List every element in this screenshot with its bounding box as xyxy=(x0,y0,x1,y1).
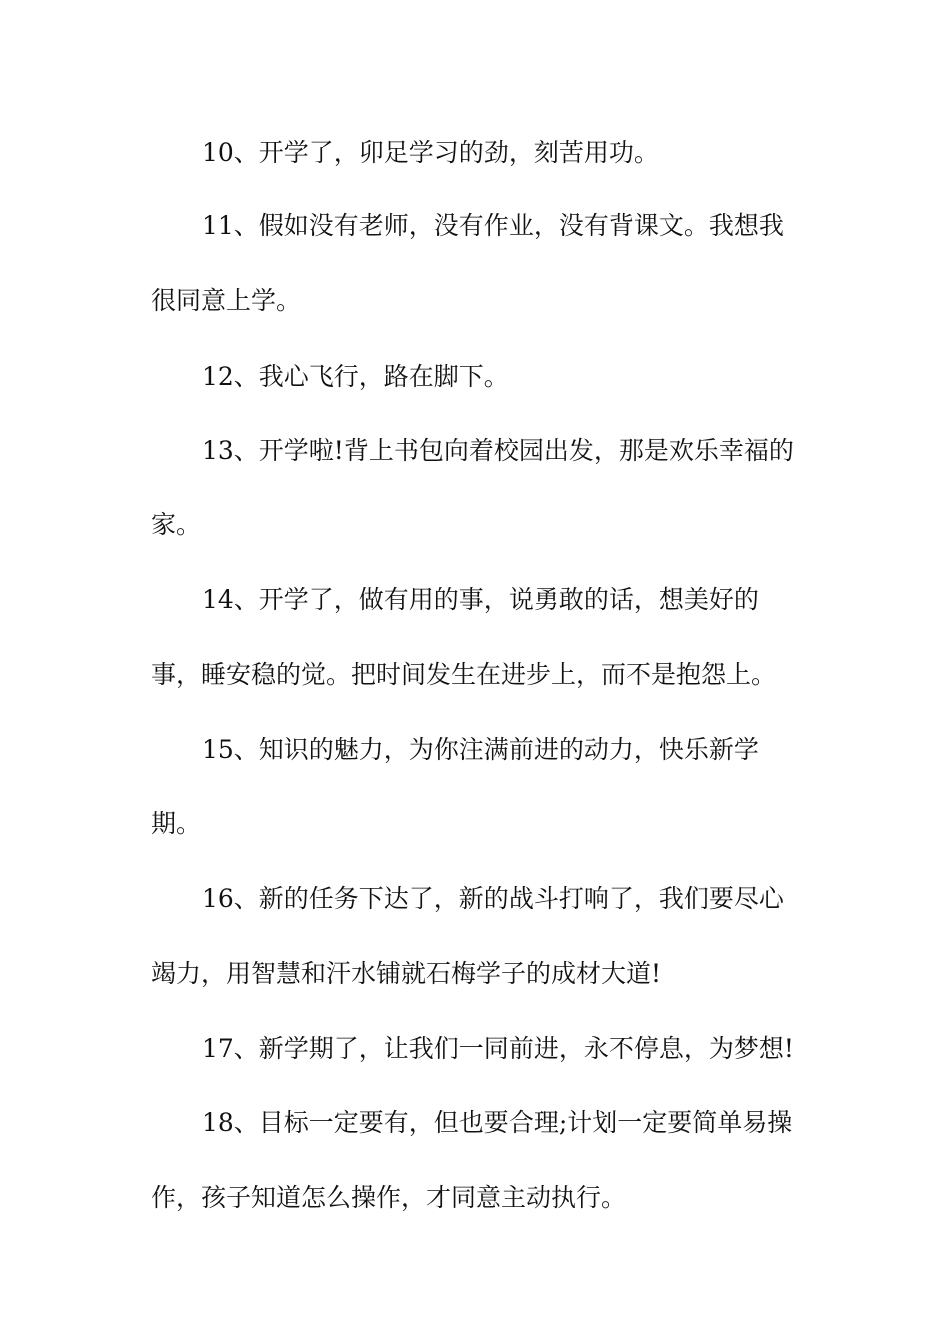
text-line-8: 事，睡安稳的觉。把时间发生在进步上，而不是抱怨上。 xyxy=(151,660,777,689)
text-line-4: 12、我心飞行，路在脚下。 xyxy=(202,362,509,391)
text-line-2: 11、假如没有老师，没有作业，没有背课文。我想我 xyxy=(202,211,784,240)
text-line-14: 18、目标一定要有，但也要合理;计划一定要简单易操 xyxy=(202,1108,793,1137)
text-line-1: 10、开学了，卯足学习的劲，刻苦用功。 xyxy=(202,138,659,167)
text-line-6: 家。 xyxy=(151,510,202,539)
text-line-5: 13、开学啦!背上书包向着校园出发，那是欢乐幸福的 xyxy=(202,436,794,465)
text-line-15: 作，孩子知道怎么操作，才同意主动执行。 xyxy=(151,1183,627,1212)
text-line-3: 很同意上学。 xyxy=(151,286,302,315)
text-line-9: 15、知识的魅力，为你注满前进的动力，快乐新学 xyxy=(202,735,759,764)
text-line-11: 16、新的任务下达了，新的战斗打响了，我们要尽心 xyxy=(202,884,784,913)
text-line-13: 17、新学期了，让我们一同前进，永不停息，为梦想! xyxy=(202,1034,794,1063)
text-line-12: 竭力，用智慧和汗水铺就石梅学子的成材大道! xyxy=(151,959,662,988)
text-line-7: 14、开学了，做有用的事，说勇敢的话，想美好的 xyxy=(202,585,759,614)
text-line-10: 期。 xyxy=(151,809,202,838)
